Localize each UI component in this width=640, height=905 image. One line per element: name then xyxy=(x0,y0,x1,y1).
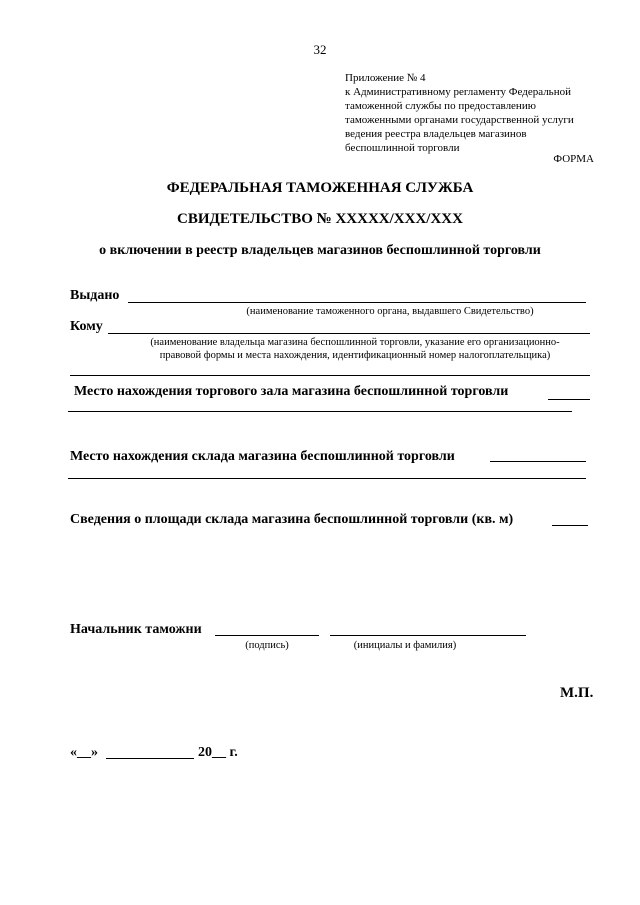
warehouse-location-field[interactable] xyxy=(490,461,586,462)
to-label: Кому xyxy=(70,319,103,334)
page-number: 32 xyxy=(313,42,327,57)
signature-field[interactable] xyxy=(215,635,319,636)
appendix-note xyxy=(345,71,605,155)
appendix-title: Приложение № 4 xyxy=(345,72,426,84)
hall-location-label: Место нахождения торгового зала магазина беспошлинной торговли xyxy=(74,384,509,399)
issued-label: Выдано xyxy=(70,288,120,303)
chief-label: Начальник таможни xyxy=(70,622,202,637)
agency-title: ФЕДЕРАЛЬНАЯ ТАМОЖЕННАЯ СЛУЖБА xyxy=(166,180,474,196)
certificate-title: СВИДЕТЕЛЬСТВО № XXXXX/XXX/XXX xyxy=(177,211,463,227)
to-hint-line-1: (наименование владельца магазина беспошлинной торговли, указание его организационно- xyxy=(150,337,560,348)
appendix-line: ведения реестра владельцев магазинов xyxy=(345,128,527,140)
warehouse-location-field-extra[interactable] xyxy=(68,478,586,479)
date-month-field[interactable] xyxy=(106,758,194,759)
appendix-line: к Административному регламенту Федеральной xyxy=(345,86,571,98)
certificate-subject: о включении в реестр владельцев магазинов беспошлинной торговли xyxy=(99,243,541,258)
to-field[interactable] xyxy=(108,333,590,334)
to-field-extra[interactable] xyxy=(70,375,590,376)
issued-field[interactable] xyxy=(128,302,586,303)
warehouse-area-field[interactable] xyxy=(552,525,588,526)
date-day: «__» xyxy=(70,745,98,760)
warehouse-location-label: Место нахождения склада магазина беспошлинной торговли xyxy=(70,449,455,464)
date-year: 20__ г. xyxy=(198,745,238,760)
name-field[interactable] xyxy=(330,635,526,636)
issued-hint: (наименование таможенного органа, выдавшего Свидетельство) xyxy=(246,306,534,317)
stamp-label: М.П. xyxy=(560,685,594,701)
to-hint-line-2: правовой формы и места нахождения, идентификационный номер налогоплательщика) xyxy=(159,350,551,361)
appendix-line: таможенной службы по предоставлению xyxy=(345,100,536,112)
appendix-line: таможенными органами государственной услуги xyxy=(345,114,574,126)
hall-location-field[interactable] xyxy=(548,399,590,400)
appendix-line: беспошлинной торговли xyxy=(345,142,460,154)
signature-hint: (подпись) xyxy=(245,640,289,651)
hall-location-field-extra[interactable] xyxy=(68,411,572,412)
form-label: ФОРМА xyxy=(553,153,594,165)
name-hint: (инициалы и фамилия) xyxy=(353,640,457,651)
warehouse-area-label: Сведения о площади склада магазина беспошлинной торговли (кв. м) xyxy=(70,512,514,527)
